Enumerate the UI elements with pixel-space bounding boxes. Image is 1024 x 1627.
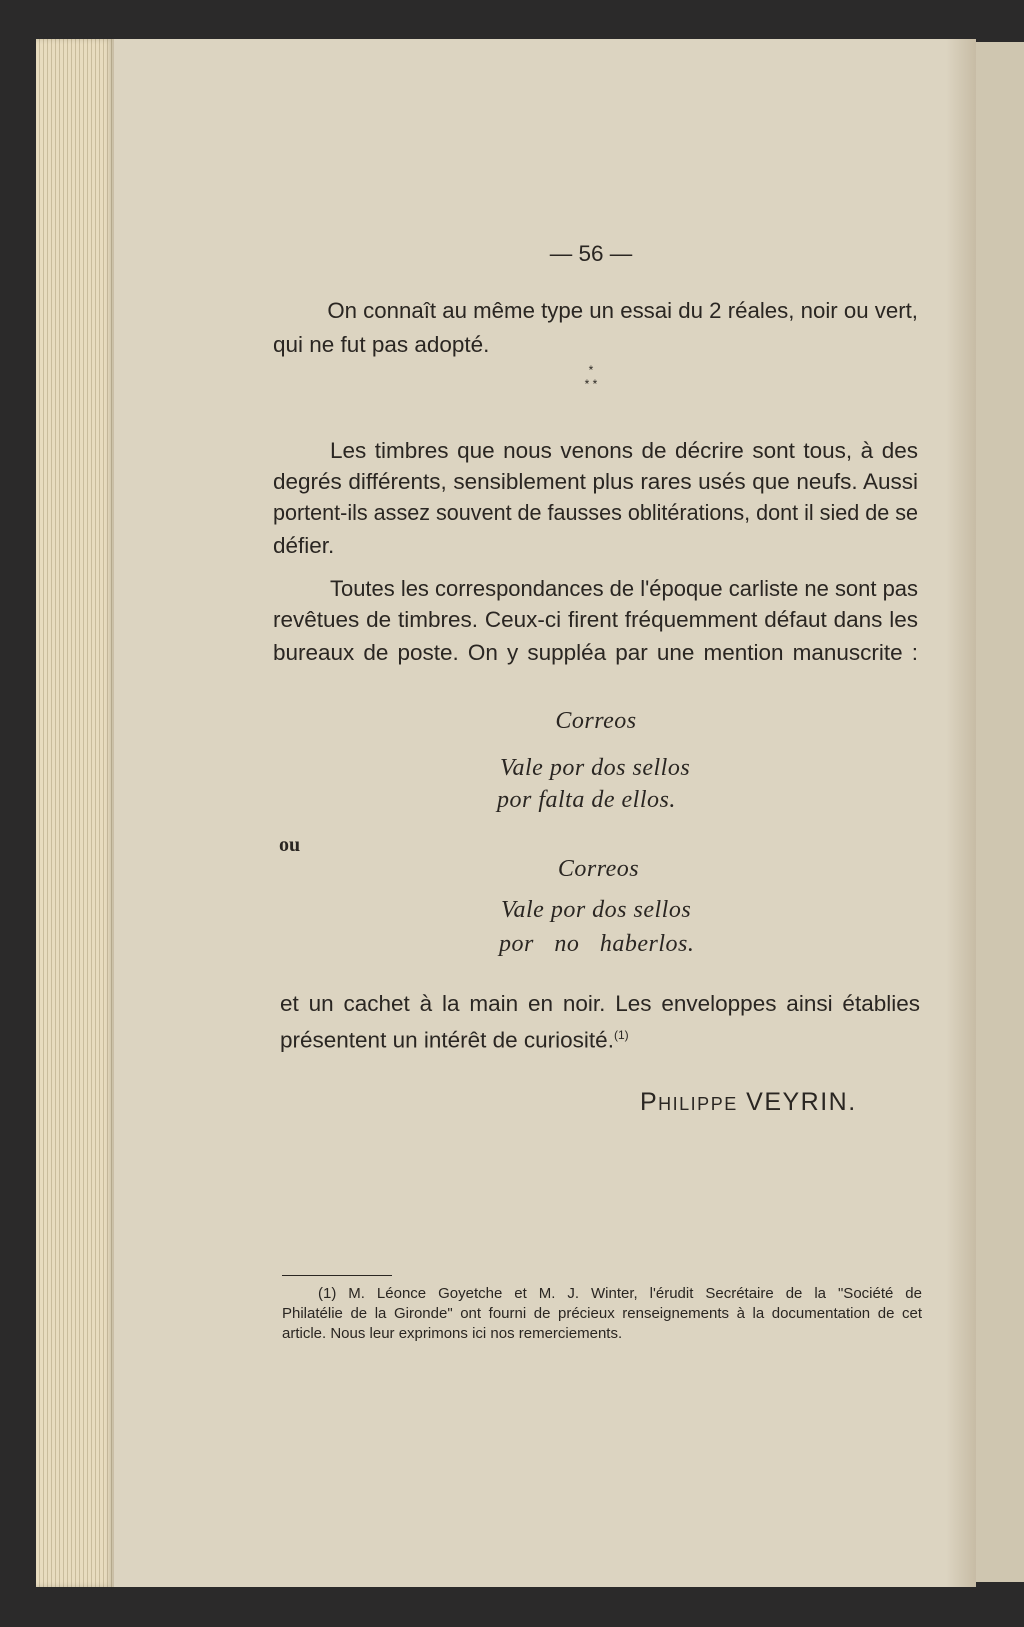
asterism-top: * <box>588 363 594 377</box>
next-page-edge <box>970 42 1024 1582</box>
paragraph-4-line-2 <box>280 1019 629 1057</box>
ou-label: ou <box>279 834 301 856</box>
paragraph-2-line-4: défier. <box>273 533 335 558</box>
mention-1-line-2: Vale por dos sellos <box>500 755 691 781</box>
paragraph-1-line-2: qui ne fut pas adopté. <box>273 332 490 357</box>
paragraph-4-line-1: et un cachet à la main en noir. Les enveloppes ainsi établies <box>280 991 920 1016</box>
paragraph-1-line-1: On connaît au même type un essai du 2 réales, noir ou vert, <box>327 298 918 323</box>
author-signature: Philippe VEYRIN. <box>640 1088 857 1116</box>
mention-1-line-3: por falta de ellos. <box>497 787 676 813</box>
page-edges <box>36 39 114 1587</box>
paragraph-3-line-1: Toutes les correspondances de l'époque carliste ne sont pas <box>330 576 918 601</box>
mention-2-correos: Correos <box>557 856 640 882</box>
footnote-line-2: Philatélie de la Gironde" ont fourni de précieux renseignements à la documentation de cet <box>282 1305 922 1322</box>
paragraph-2-line-1: Les timbres que nous venons de décrire sont tous, à des <box>330 438 918 463</box>
paragraph-3-line-3: bureaux de poste. On y suppléa par une mention manuscrite : <box>273 640 918 665</box>
paragraph-2-line-3: portent-ils assez souvent de fausses oblitérations, dont il sied de se <box>273 500 918 525</box>
footnote-line-1: (1) M. Léonce Goyetche et M. J. Winter, l'érudit Secrétaire de la "Société de <box>318 1285 922 1302</box>
mention-1-correos: Correos <box>555 708 637 734</box>
footnote-reference: (1) <box>613 1028 629 1042</box>
paragraph-4-text: présentent un intérêt de curiosité. <box>280 1027 614 1053</box>
page-number: — 56 — <box>549 241 633 266</box>
asterism-bottom: * * <box>584 377 598 391</box>
mention-2-line-2: Vale por dos sellos <box>501 897 692 923</box>
page-gutter <box>946 39 976 1587</box>
paragraph-2-line-2: degrés différents, sensiblement plus rares usés que neufs. Aussi <box>273 469 918 494</box>
footnote-line-3: article. Nous leur exprimons ici nos remerciements. <box>282 1325 623 1342</box>
footnote-rule <box>282 1275 392 1276</box>
paragraph-3-line-2: revêtues de timbres. Ceux-ci firent fréquemment défaut dans les <box>273 607 918 632</box>
mention-2-line-3: por no haberlos. <box>499 931 695 957</box>
